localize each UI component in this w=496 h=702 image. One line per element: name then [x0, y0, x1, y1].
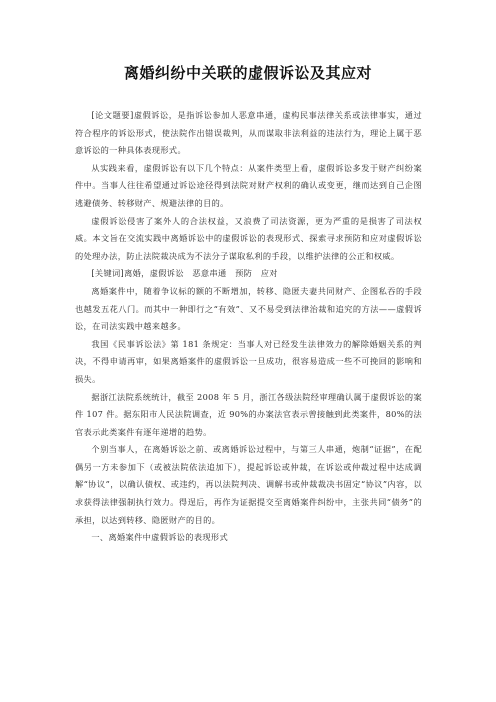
keywords-paragraph: [关键词]离婚，虚假诉讼 恶意串通 预防 应对	[91, 268, 278, 279]
characteristics-paragraph: 从实践来看，虚假诉讼有以下几个特点：从案件类型上看，虚假诉讼多发于财产纠纷案件中。当事人往往希望通过诉讼途径得到法院对财产权利的确认或变更，继而达到自己企图逃避债务、转移财产、规避法律的目的。	[75, 162, 422, 208]
intro-paragraph: 离婚案件中，随着争议标的额的不断增加，转移、隐匿夫妻共同财产、企图私吞的手段也越发五花八门。而其中一种即行之“有效”、又不易受到法律治裁和追究的方法——虚假诉讼，在司法实践中越来越多。	[75, 285, 422, 332]
document-title: 离婚纠纷中关联的虚假诉讼及其应对	[123, 64, 372, 82]
document-body	[75, 107, 422, 547]
collusion-paragraph: 个别当事人，在离婚诉讼之前、或离婚诉讼过程中，与第三人串通，炮制“证据”，在配偶另一方未参加下（或被法院依法追加下），提起诉讼或仲裁，在诉讼或仲裁过程中达成调解“协议”，以确认债权、或违约，再以法院判决、调解书或仲裁裁决书固定“协议”内容，以求获得法律强制执行效力。得逞后，再作为证据提交至离婚案件纠纷中，主张共同“债务”的承担，以达到转移、隐匿财产的目的。	[75, 444, 422, 525]
abstract-paragraph: [论文题要]虚假诉讼，是指诉讼参加人恶意串通，虚构民事法律关系或法律事实，通过符合程序的诉讼形式，使法院作出错误裁判，从而谋取非法利益的违法行为，理论上属于恶意诉讼的一种具体表现形式。	[75, 110, 422, 156]
law-article-paragraph: 我国《民事诉讼法》第 181 条规定：当事人对已经发生法律效力的解除婚姻关系的判决，不得申请再审，如果离婚案件的虚假诉讼一旦成功，很容易造成一些不可挽回的影响和损失。	[75, 338, 422, 384]
section-heading: 一、离婚案件中虚假诉讼的表现形式	[91, 532, 228, 543]
statistics-paragraph: 据浙江法院系统统计，截至 2008 年 5 月，浙江各级法院经审理确认属于虚假诉讼的案件 107 件。据东阳市人民法院调查，近 90%的办案法官表示曾接触到此类案件，80%的法官表示此类案件有逐年递增的趋势。	[75, 391, 422, 437]
purpose-paragraph: 虚假诉讼侵害了案外人的合法权益，又浪费了司法资源，更为严重的是损害了司法权威。本文旨在交流实践中离婚诉讼中的虚假诉讼的表现形式、探索寻求预防和应对虚假诉讼的处理办法，防止法院裁决成为不法分子谋取私利的手段，以维护法律的公正和权威。	[75, 215, 422, 261]
